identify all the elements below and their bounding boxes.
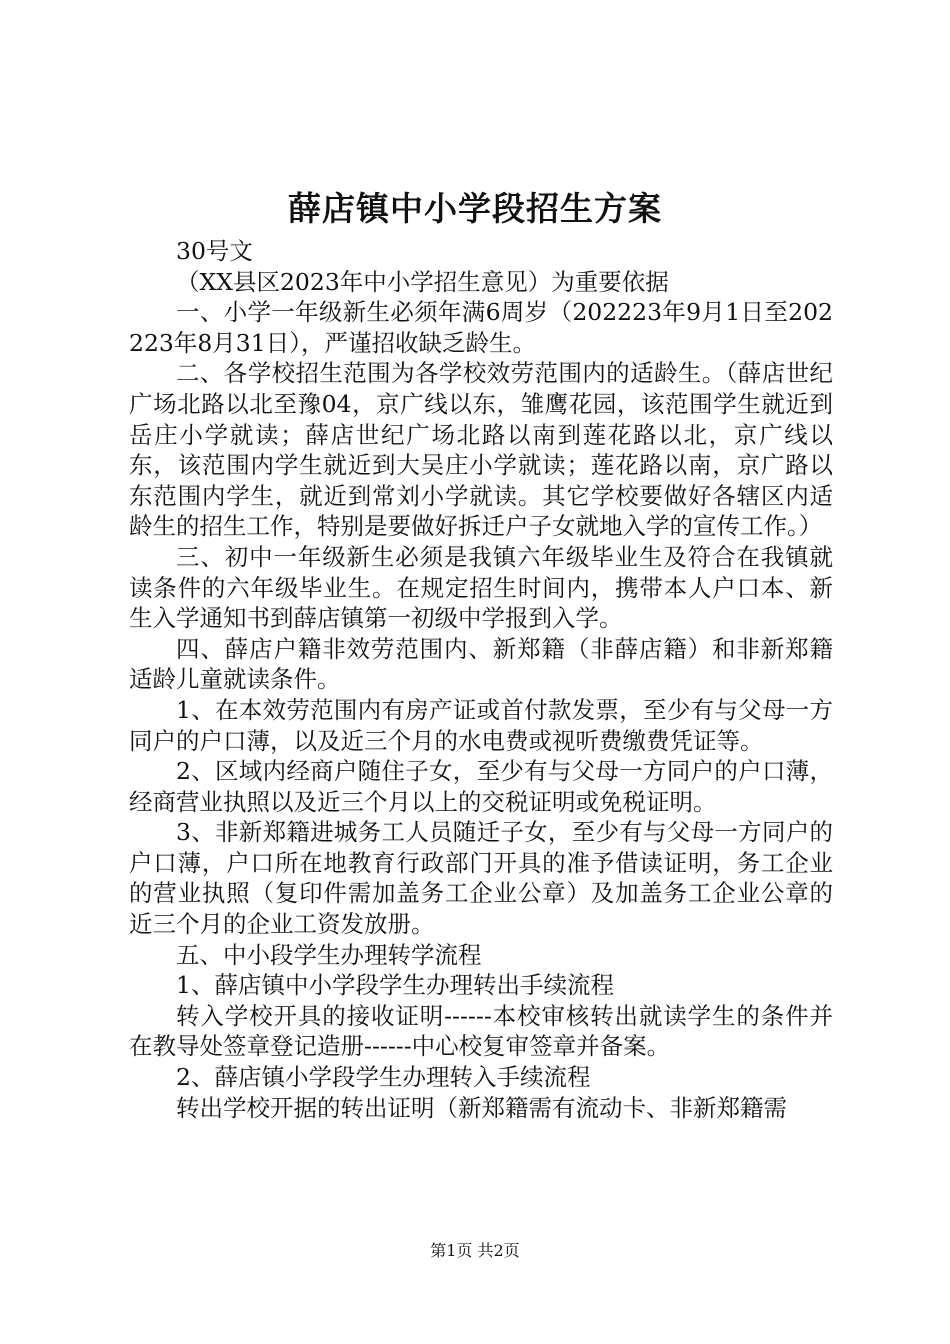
paragraph-section-5: 五、中小段学生办理转学流程: [176, 940, 482, 969]
paragraph-item-3: 3、非新郑籍进城务工人员随迁子女，至少有与父母一方同户的户口薄，户口所在地教育行政部门开具的准予借读证明，务工企业的营业执照（复印件需加盖务工企业公章）及加盖务工企业公章的近三个月的企业工资发放册。: [129, 818, 833, 939]
paragraph-item-2: 2、区域内经商户随住子女，至少有与父母一方同户的户口薄，经商营业执照以及近三个月以上的交税证明或免税证明。: [129, 757, 833, 816]
paragraph-item-1: 1、在本效劳范围内有房产证或首付款发票，至少有与父母一方同户的户口薄，以及近三个月的水电费或视听费缴费凭证等。: [129, 695, 833, 755]
paragraph-transfer-out-heading: 1、薛店镇中小学段学生办理转出手续流程: [176, 971, 614, 1000]
paragraph-reference: 30号文: [176, 237, 253, 265]
paragraph-section-4: 四、薛店户籍非效劳范围内、新郑籍（非薛店籍）和非新郑籍适龄儿童就读条件。: [129, 634, 833, 694]
page-number-footer: 第1页 共2页: [430, 1241, 520, 1260]
paragraph-transfer-in-flow: 转出学校开据的转出证明（新郑籍需有流动卡、非新郑籍需: [176, 1093, 787, 1122]
paragraph-section-3: 三、初中一年级新生必须是我镇六年级毕业生及符合在我镇就读条件的六年级毕业生。在规定招生时间内，携带本人户口本、新生入学通知书到薛店镇第一初级中学报到入学。: [129, 542, 833, 633]
paragraph-transfer-in-heading: 2、薛店镇小学段学生办理转入手续流程: [176, 1063, 591, 1092]
document-title: 薛店镇中小学段招生方案: [288, 189, 662, 228]
paragraph-transfer-out-flow: 转入学校开具的接收证明------本校审核转出就读学生的条件并在教导处签章登记造册------中心校复审签章并备案。: [129, 1001, 833, 1061]
document-body: [129, 236, 833, 1123]
paragraph-section-2: 二、各学校招生范围为各学校效劳范围内的适龄生。（薛店世纪广场北路以北至豫04，京广线以东，雏鹰花园，该范围学生就近到岳庄小学就读；薛店世纪广场北路以南到莲花路以北，京广线以东，该范围内学生就近到大吴庄小学就读；莲花路以南，京广路以东范围内学生，就近到常刘小学就读。其它学校要做好各辖区内适龄生的招生工作，特别是要做好拆迁户子女就地入学的宣传工作。）: [129, 359, 833, 541]
paragraph-basis: （XX县区2023年中小学招生意见）为重要依据: [176, 267, 669, 296]
paragraph-section-1: 一、小学一年级新生必须年满6周岁（202223年9月1日至202223年8月31日），严谨招收缺乏龄生。: [129, 298, 833, 357]
